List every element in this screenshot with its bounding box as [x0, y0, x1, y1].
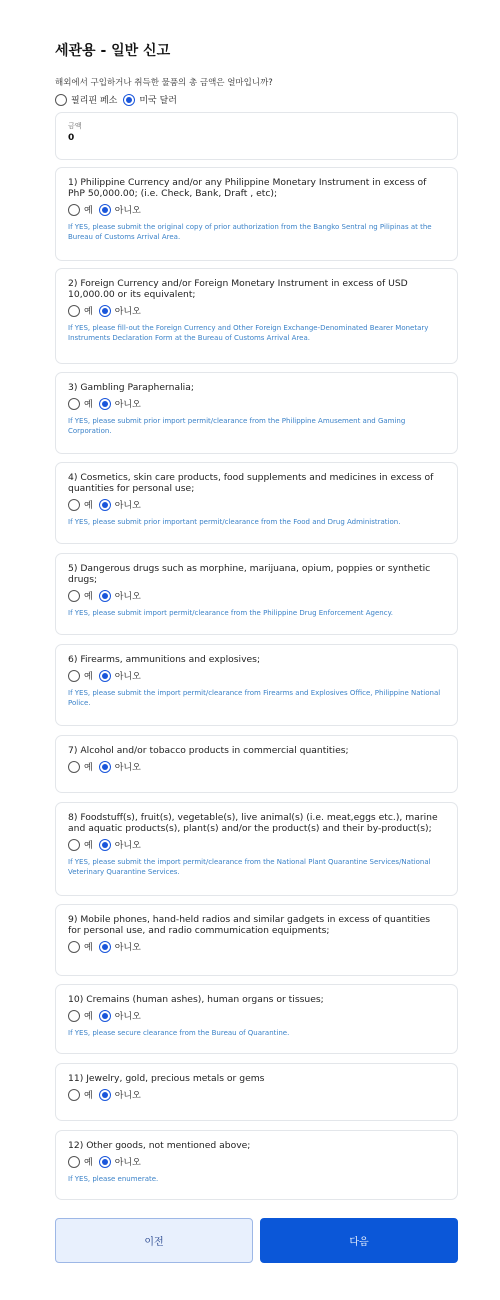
- item-text: 7) Alcohol and/or tobacco products in commercial quantities;: [68, 745, 349, 756]
- yes-radio[interactable]: [68, 941, 80, 953]
- no-label: 아니오: [114, 1012, 141, 1022]
- no-radio[interactable]: [99, 1089, 111, 1101]
- no-label: 아니오: [114, 206, 141, 216]
- item-note: If YES, please submit prior important permit/clearance from the Food and Drug Administration.: [68, 518, 401, 526]
- no-radio[interactable]: [99, 1010, 111, 1022]
- no-radio[interactable]: [99, 761, 111, 773]
- item-text: 4) Cosmetics, skin care products, food supplements and medicines in excess of quantities for personal use;: [68, 472, 434, 494]
- yes-label: 예: [84, 307, 93, 317]
- yes-label: 예: [84, 1012, 93, 1022]
- no-radio[interactable]: [99, 499, 111, 511]
- yes-label: 예: [84, 841, 93, 851]
- yes-radio[interactable]: [68, 1156, 80, 1168]
- yes-no-group: [68, 498, 445, 511]
- declaration-item: [55, 984, 458, 1054]
- item-text: 10) Cremains (human ashes), human organs or tissues;: [68, 994, 324, 1005]
- declaration-item: [55, 462, 458, 544]
- yes-no-group: [68, 589, 445, 602]
- item-text: 12) Other goods, not mentioned above;: [68, 1140, 251, 1151]
- yes-label: 예: [84, 592, 93, 602]
- no-radio[interactable]: [99, 590, 111, 602]
- currency-label-usd: 미국 달러: [139, 96, 177, 106]
- amount-field[interactable]: [55, 112, 458, 160]
- page-title: 세관용 - 일반 신고: [55, 43, 171, 59]
- no-radio[interactable]: [99, 305, 111, 317]
- declaration-item: [55, 372, 458, 454]
- declaration-item: [55, 802, 458, 896]
- declaration-item: [55, 644, 458, 726]
- currency-radio-group: [55, 93, 183, 106]
- previous-button[interactable]: 이전: [55, 1218, 253, 1263]
- total-amount-question: 해외에서 구입하거나 취득한 물품의 총 금액은 얼마입니까?: [55, 78, 273, 88]
- no-radio[interactable]: [99, 1156, 111, 1168]
- item-text: 9) Mobile phones, hand-held radios and similar gadgets in excess of quantities for personal use, and radio commumication equipments;: [68, 914, 431, 936]
- yes-label: 예: [84, 400, 93, 410]
- yes-label: 예: [84, 206, 93, 216]
- yes-label: 예: [84, 672, 93, 682]
- no-label: 아니오: [114, 841, 141, 851]
- no-radio[interactable]: [99, 670, 111, 682]
- yes-no-group: [68, 1009, 445, 1022]
- declaration-item: [55, 553, 458, 635]
- currency-radio-php[interactable]: [55, 94, 67, 106]
- yes-radio[interactable]: [68, 761, 80, 773]
- currency-label-php: 필리핀 페소: [71, 96, 118, 106]
- yes-radio[interactable]: [68, 1010, 80, 1022]
- item-note: If YES, please submit the import permit/clearance from Firearms and Explosives Office, Philippine National Police.: [68, 689, 441, 707]
- no-radio[interactable]: [99, 839, 111, 851]
- no-label: 아니오: [114, 501, 141, 511]
- yes-no-group: [68, 397, 445, 410]
- yes-no-group: [68, 1088, 445, 1101]
- no-label: 아니오: [114, 943, 141, 953]
- yes-radio[interactable]: [68, 590, 80, 602]
- item-text: 11) Jewelry, gold, precious metals or gems: [68, 1073, 265, 1084]
- yes-label: 예: [84, 1158, 93, 1168]
- item-note: If YES, please submit the import permit/clearance from the National Plant Quarantine Services/National Veterinary Quarantine Services.: [68, 858, 431, 876]
- item-note: If YES, please submit the original copy of prior authorization from the Bangko Sentral ng Pilipinas at the Bureau of Customs Arrival Area.: [68, 223, 432, 241]
- item-note: If YES, please secure clearance from the Bureau of Quarantine.: [68, 1029, 290, 1037]
- declaration-item: [55, 167, 458, 261]
- yes-radio[interactable]: [68, 839, 80, 851]
- no-label: 아니오: [114, 592, 141, 602]
- yes-radio[interactable]: [68, 499, 80, 511]
- item-note: If YES, please submit import permit/clearance from the Philippine Drug Enforcement Agency.: [68, 609, 393, 617]
- no-radio[interactable]: [99, 941, 111, 953]
- item-note: If YES, please fill-out the Foreign Currency and Other Foreign Exchange-Denominated Bearer Monetary Instruments Declaration Form at the Bureau of Customs Arrival Area.: [68, 324, 429, 342]
- no-label: 아니오: [114, 1158, 141, 1168]
- yes-label: 예: [84, 501, 93, 511]
- no-radio[interactable]: [99, 398, 111, 410]
- amount-label: 금액: [68, 122, 82, 130]
- declaration-item: [55, 904, 458, 976]
- item-text: 8) Foodstuff(s), fruit(s), vegetable(s), live animal(s) (i.e. meat,eggs etc.), marine and aquatic products(s), plant(s) and/or the product(s) and their by-product(s);: [68, 812, 438, 834]
- yes-radio[interactable]: [68, 305, 80, 317]
- yes-no-group: [68, 760, 445, 773]
- yes-no-group: [68, 203, 445, 216]
- yes-radio[interactable]: [68, 1089, 80, 1101]
- item-text: 1) Philippine Currency and/or any Philippine Monetary Instrument in excess of PhP 50,000.00; (i.e. Check, Bank, Draft , etc);: [68, 177, 427, 199]
- yes-radio[interactable]: [68, 670, 80, 682]
- next-button[interactable]: 다음: [260, 1218, 458, 1263]
- no-label: 아니오: [114, 307, 141, 317]
- currency-radio-usd[interactable]: [123, 94, 135, 106]
- no-label: 아니오: [114, 672, 141, 682]
- no-radio[interactable]: [99, 204, 111, 216]
- yes-no-group: [68, 1155, 445, 1168]
- no-label: 아니오: [114, 1091, 141, 1101]
- item-text: 2) Foreign Currency and/or Foreign Monetary Instrument in excess of USD 10,000.00 or its equivalent;: [68, 278, 408, 300]
- no-label: 아니오: [114, 400, 141, 410]
- item-note: If YES, please enumerate.: [68, 1175, 159, 1183]
- yes-radio[interactable]: [68, 398, 80, 410]
- declaration-item: [55, 735, 458, 793]
- item-text: 6) Firearms, ammunitions and explosives;: [68, 654, 261, 665]
- declaration-item: [55, 268, 458, 364]
- yes-label: 예: [84, 1091, 93, 1101]
- yes-label: 예: [84, 943, 93, 953]
- item-text: 5) Dangerous drugs such as morphine, marijuana, opium, poppies or synthetic drugs;: [68, 563, 431, 585]
- declaration-item: [55, 1063, 458, 1121]
- yes-no-group: [68, 669, 445, 682]
- yes-no-group: [68, 304, 445, 317]
- item-note: If YES, please submit prior import permit/clearance from the Philippine Amusement and Gaming Corporation.: [68, 417, 406, 435]
- amount-value[interactable]: 0: [68, 133, 75, 143]
- yes-radio[interactable]: [68, 204, 80, 216]
- yes-no-group: [68, 940, 445, 953]
- item-text: 3) Gambling Paraphernalia;: [68, 382, 194, 393]
- yes-no-group: [68, 838, 445, 851]
- declaration-item: [55, 1130, 458, 1200]
- yes-label: 예: [84, 763, 93, 773]
- no-label: 아니오: [114, 763, 141, 773]
